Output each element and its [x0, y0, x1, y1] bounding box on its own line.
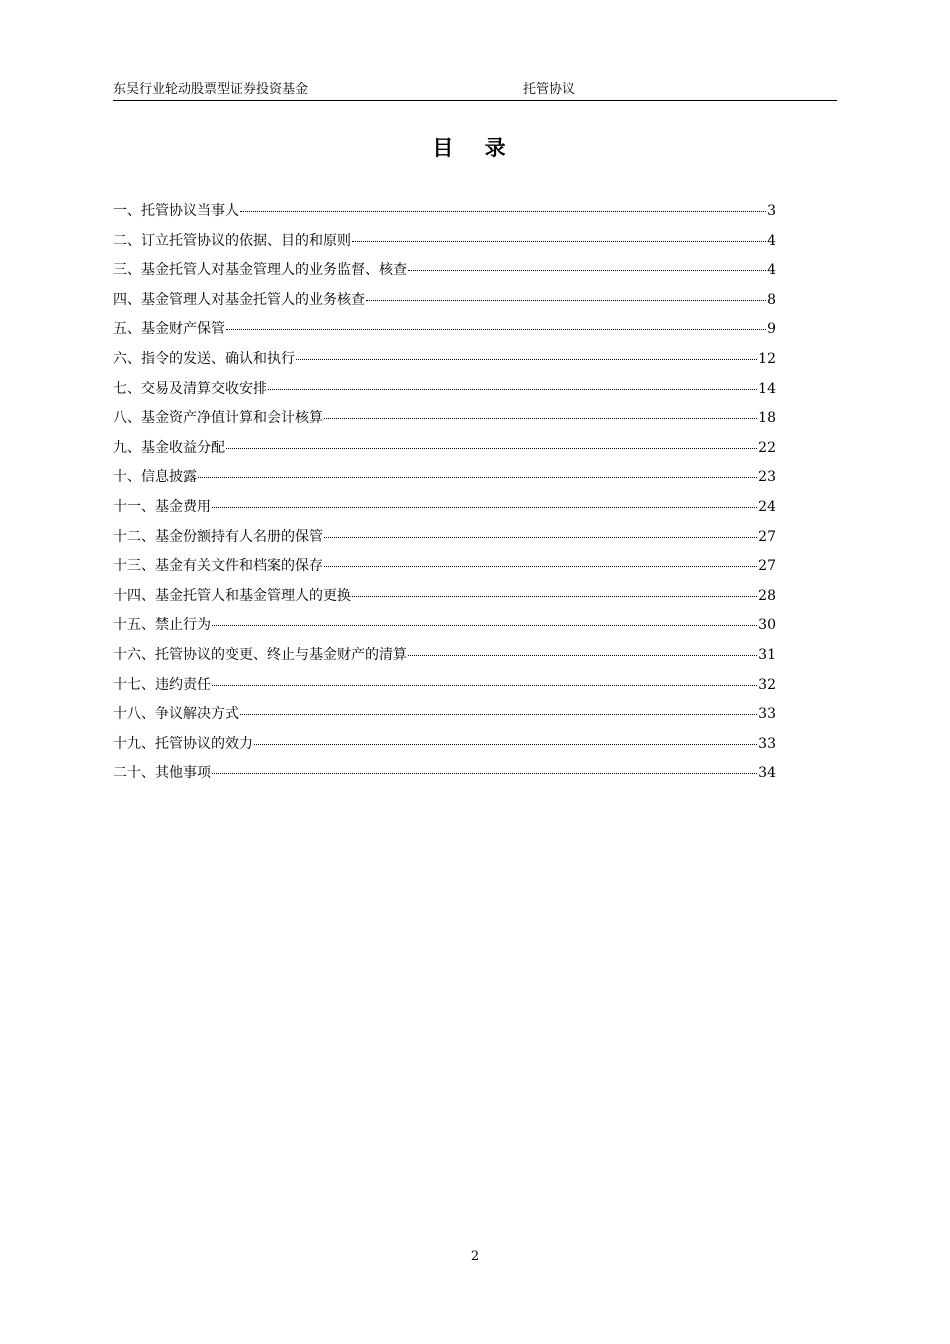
- toc-entry-page: 27: [758, 528, 776, 545]
- header-fund-name: 东吴行业轮动股票型证券投资基金: [113, 82, 309, 97]
- toc-entry-label: 十二、基金份额持有人名册的保管: [113, 528, 323, 545]
- toc-leader-dots: [226, 448, 757, 449]
- toc-leader-dots: [352, 596, 757, 597]
- toc-entry-label: 二、订立托管协议的依据、目的和原则: [113, 232, 351, 249]
- toc-entry[interactable]: [113, 345, 776, 375]
- toc-leader-dots: [212, 625, 757, 626]
- toc-entry[interactable]: [113, 611, 776, 641]
- toc-entry-label: 十五、禁止行为: [113, 617, 211, 634]
- toc-entry[interactable]: [113, 375, 776, 405]
- toc-leader-dots: [226, 329, 766, 330]
- toc-entry-label: 三、基金托管人对基金管理人的业务监督、核查: [113, 262, 407, 279]
- toc-entry[interactable]: [113, 286, 776, 316]
- toc-leader-dots: [296, 359, 757, 360]
- toc-leader-dots: [240, 714, 757, 715]
- toc-entry-label: 十一、基金费用: [113, 498, 211, 515]
- toc-entry[interactable]: [113, 197, 776, 227]
- toc-leader-dots: [212, 685, 757, 686]
- toc-entry-label: 二十、其他事项: [113, 765, 211, 782]
- toc-entry-page: 23: [758, 469, 776, 486]
- toc-entry-page: 27: [758, 558, 776, 575]
- toc-entry[interactable]: [113, 641, 776, 671]
- toc-entry-label: 十七、违约责任: [113, 676, 211, 693]
- toc-entry[interactable]: [113, 404, 776, 434]
- toc-leader-dots: [198, 477, 757, 478]
- toc-entry-label: 九、基金收益分配: [113, 439, 225, 456]
- toc-entry-page: 33: [758, 735, 776, 752]
- toc-leader-dots: [254, 744, 757, 745]
- toc-leader-dots: [324, 418, 757, 419]
- table-of-contents: [113, 197, 776, 789]
- toc-entry-page: 28: [758, 587, 776, 604]
- toc-entry-label: 十四、基金托管人和基金管理人的更换: [113, 587, 351, 604]
- toc-leader-dots: [240, 211, 766, 212]
- toc-entry-label: 十三、基金有关文件和档案的保存: [113, 558, 323, 575]
- toc-entry-page: 30: [758, 617, 776, 634]
- toc-entry[interactable]: [113, 256, 776, 286]
- toc-entry-page: 24: [758, 498, 776, 515]
- toc-leader-dots: [212, 773, 757, 774]
- toc-leader-dots: [324, 537, 757, 538]
- toc-leader-dots: [268, 389, 757, 390]
- toc-entry-page: 3: [767, 203, 776, 219]
- toc-entry[interactable]: [113, 493, 776, 523]
- toc-entry-label: 十八、争议解决方式: [113, 706, 239, 723]
- toc-entry-page: 12: [758, 350, 776, 367]
- page-number: 2: [470, 1249, 480, 1264]
- toc-entry[interactable]: [113, 759, 776, 789]
- toc-leader-dots: [408, 655, 757, 656]
- toc-leader-dots: [212, 507, 757, 508]
- toc-entry-label: 十六、托管协议的变更、终止与基金财产的清算: [113, 646, 407, 663]
- toc-entry[interactable]: [113, 552, 776, 582]
- toc-entry-page: 18: [758, 410, 776, 427]
- toc-entry-page: 8: [767, 291, 776, 308]
- toc-entry[interactable]: [113, 434, 776, 464]
- toc-entry[interactable]: [113, 582, 776, 612]
- toc-leader-dots: [324, 566, 757, 567]
- toc-leader-dots: [408, 270, 766, 271]
- toc-entry-label: 七、交易及清算交收安排: [113, 380, 267, 397]
- toc-entry-label: 五、基金财产保管: [113, 321, 225, 338]
- toc-entry[interactable]: [113, 671, 776, 701]
- toc-entry-page: 34: [758, 765, 776, 782]
- toc-entry[interactable]: [113, 700, 776, 730]
- toc-entry-label: 十九、托管协议的效力: [113, 735, 253, 752]
- toc-title: 目 录: [432, 135, 518, 160]
- toc-entry-page: 4: [767, 262, 776, 279]
- toc-entry-label: 十、信息披露: [113, 469, 197, 486]
- toc-entry[interactable]: [113, 523, 776, 553]
- toc-entry-page: 31: [758, 646, 776, 663]
- toc-leader-dots: [352, 241, 766, 242]
- toc-entry-page: 33: [758, 706, 776, 723]
- toc-entry[interactable]: [113, 463, 776, 493]
- toc-leader-dots: [366, 300, 766, 301]
- toc-entry-label: 八、基金资产净值计算和会计核算: [113, 410, 323, 427]
- toc-entry-label: 六、指令的发送、确认和执行: [113, 350, 295, 367]
- toc-entry-page: 22: [758, 439, 776, 456]
- toc-entry[interactable]: [113, 315, 776, 345]
- toc-entry-label: 四、基金管理人对基金托管人的业务核查: [113, 291, 365, 308]
- toc-entry[interactable]: [113, 227, 776, 257]
- page-header: [113, 82, 837, 101]
- toc-entry-page: 4: [767, 232, 776, 249]
- toc-entry-page: 14: [758, 380, 776, 397]
- toc-entry[interactable]: [113, 730, 776, 760]
- header-doc-type: 托管协议: [523, 82, 576, 97]
- toc-entry-page: 9: [767, 321, 776, 338]
- toc-entry-page: 32: [758, 676, 776, 693]
- toc-entry-label: 一、托管协议当事人: [113, 203, 239, 219]
